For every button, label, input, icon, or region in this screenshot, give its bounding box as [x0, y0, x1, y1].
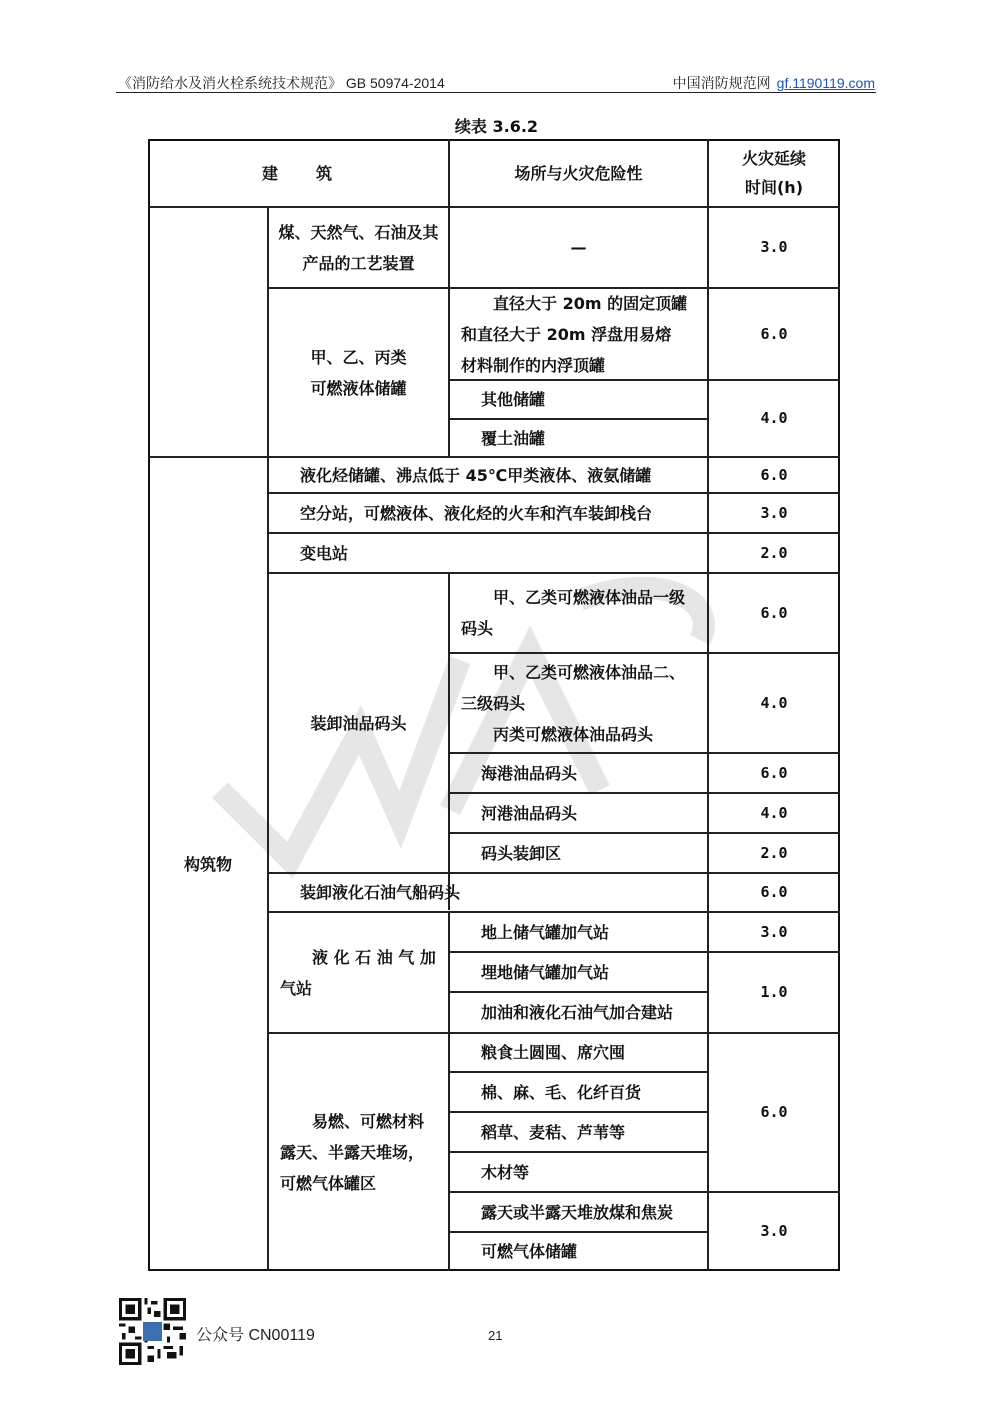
- place-cell: 码头装卸区: [481, 843, 562, 863]
- group-name-line: 气站: [280, 978, 313, 998]
- category-cell: 构筑物: [183, 854, 232, 874]
- place-cell: [449, 288, 708, 380]
- hours-cell-merged: 1.0: [760, 983, 788, 1001]
- hours-cell-merged: 6.0: [760, 1103, 788, 1121]
- group-name-line: 甲、乙、丙类: [310, 347, 407, 367]
- hours-cell: 3.0: [760, 503, 788, 522]
- group-name-cell: [268, 288, 449, 457]
- column-header-building: 建 筑: [261, 163, 334, 183]
- place-cell: 粮食土圆囤、席穴囤: [481, 1043, 626, 1062]
- place-line: 码头: [461, 619, 494, 638]
- group-name-line: 煤、天然气、石油及其: [278, 222, 439, 242]
- place-cell: 稻草、麦秸、芦苇等: [481, 1122, 626, 1142]
- place-cell: 埋地储气罐加气站: [481, 962, 610, 982]
- hours-cell: 6.0: [760, 465, 788, 484]
- hours-cell: 3.0: [760, 238, 788, 256]
- place-cell: 可燃气体储罐: [481, 1242, 578, 1261]
- place-line: 甲、乙类可燃液体油品一级: [493, 588, 686, 607]
- wechat-account-label: 公众号 CN00119: [196, 1327, 315, 1344]
- group-name-line: 产品的工艺装置: [302, 253, 415, 273]
- place-line: 材料制作的内浮顶罐: [461, 355, 606, 375]
- hours-cell: 6.0: [760, 324, 788, 343]
- place-cell: 地上储气罐加气站: [481, 922, 610, 942]
- hours-cell-merged: 4.0: [760, 409, 788, 427]
- group-name-cell: 液化烃储罐、沸点低于 45℃甲类液体、液氨储罐: [300, 465, 652, 485]
- group-name-cell: 空分站，可燃液体、液化烃的火车和汽车装卸栈台: [300, 503, 653, 523]
- place-cell: [449, 573, 708, 653]
- place-cell: 覆土油罐: [481, 428, 546, 448]
- group-name-line: 液 化 石 油 气 加: [312, 947, 436, 967]
- group-name-cell: 装卸油品码头: [310, 713, 407, 733]
- place-cell: 棉、麻、毛、化纤百货: [481, 1082, 642, 1102]
- group-name-cell: [268, 912, 449, 1033]
- place-cell: 河港油品码头: [481, 803, 578, 823]
- place-line: 直径大于 20m 的固定顶罐: [493, 293, 688, 313]
- table-caption: 续表 3.6.2: [454, 117, 539, 136]
- group-name-cell: [268, 207, 449, 288]
- place-cell: 其他储罐: [481, 390, 546, 409]
- hours-cell: 2.0: [760, 543, 788, 562]
- place-cell: 加油和液化石油气加合建站: [481, 1003, 674, 1022]
- hours-cell: 3.0: [760, 922, 788, 941]
- site-link[interactable]: gf.1190119.com: [776, 75, 875, 91]
- hours-cell-merged: 3.0: [760, 1222, 788, 1240]
- column-header-duration-line1: 火灾延续: [741, 149, 806, 168]
- group-name-cell: 变电站: [300, 543, 349, 563]
- place-line: 丙类可燃液体油品码头: [493, 724, 654, 744]
- group-name-line: 可燃液体储罐: [310, 378, 407, 398]
- site-name: 中国消防规范网: [672, 75, 771, 91]
- column-header-duration: [708, 139, 840, 207]
- group-name-line: 易燃、可燃材料: [312, 1111, 425, 1131]
- place-cell: 木材等: [481, 1162, 530, 1182]
- hours-cell: 6.0: [760, 883, 788, 901]
- place-cell: 海港油品码头: [481, 763, 578, 783]
- place-cell: [449, 653, 708, 753]
- group-name-cell: 装卸液化石油气船码头: [300, 883, 461, 902]
- hours-cell: 4.0: [760, 803, 788, 822]
- header-divider: [116, 92, 876, 93]
- document-title: 《消防给水及消火栓系统技术规范》 GB 50974-2014: [118, 75, 445, 91]
- group-name-cell: [268, 1033, 449, 1271]
- place-cell: —: [570, 238, 587, 257]
- site-header: [673, 73, 875, 93]
- hours-cell: 6.0: [760, 603, 788, 622]
- column-header-duration-line2: 时间(h): [744, 178, 804, 197]
- hours-cell: 4.0: [760, 693, 788, 712]
- page-number: 21: [488, 1328, 503, 1343]
- column-header-place: 场所与火灾危险性: [514, 163, 643, 183]
- place-line: 和直径大于 20m 浮盘用易熔: [461, 324, 672, 344]
- group-name-line: 露天、半露天堆场，: [280, 1142, 425, 1162]
- place-cell: 露天或半露天堆放煤和焦炭: [481, 1202, 674, 1222]
- qr-code-icon[interactable]: [119, 1298, 186, 1365]
- place-line: 三级码头: [461, 693, 526, 713]
- hours-cell: 2.0: [760, 843, 788, 862]
- hours-cell: 6.0: [760, 763, 788, 782]
- group-name-line: 可燃气体罐区: [280, 1173, 377, 1193]
- place-line: 甲、乙类可燃液体油品二、: [493, 662, 686, 682]
